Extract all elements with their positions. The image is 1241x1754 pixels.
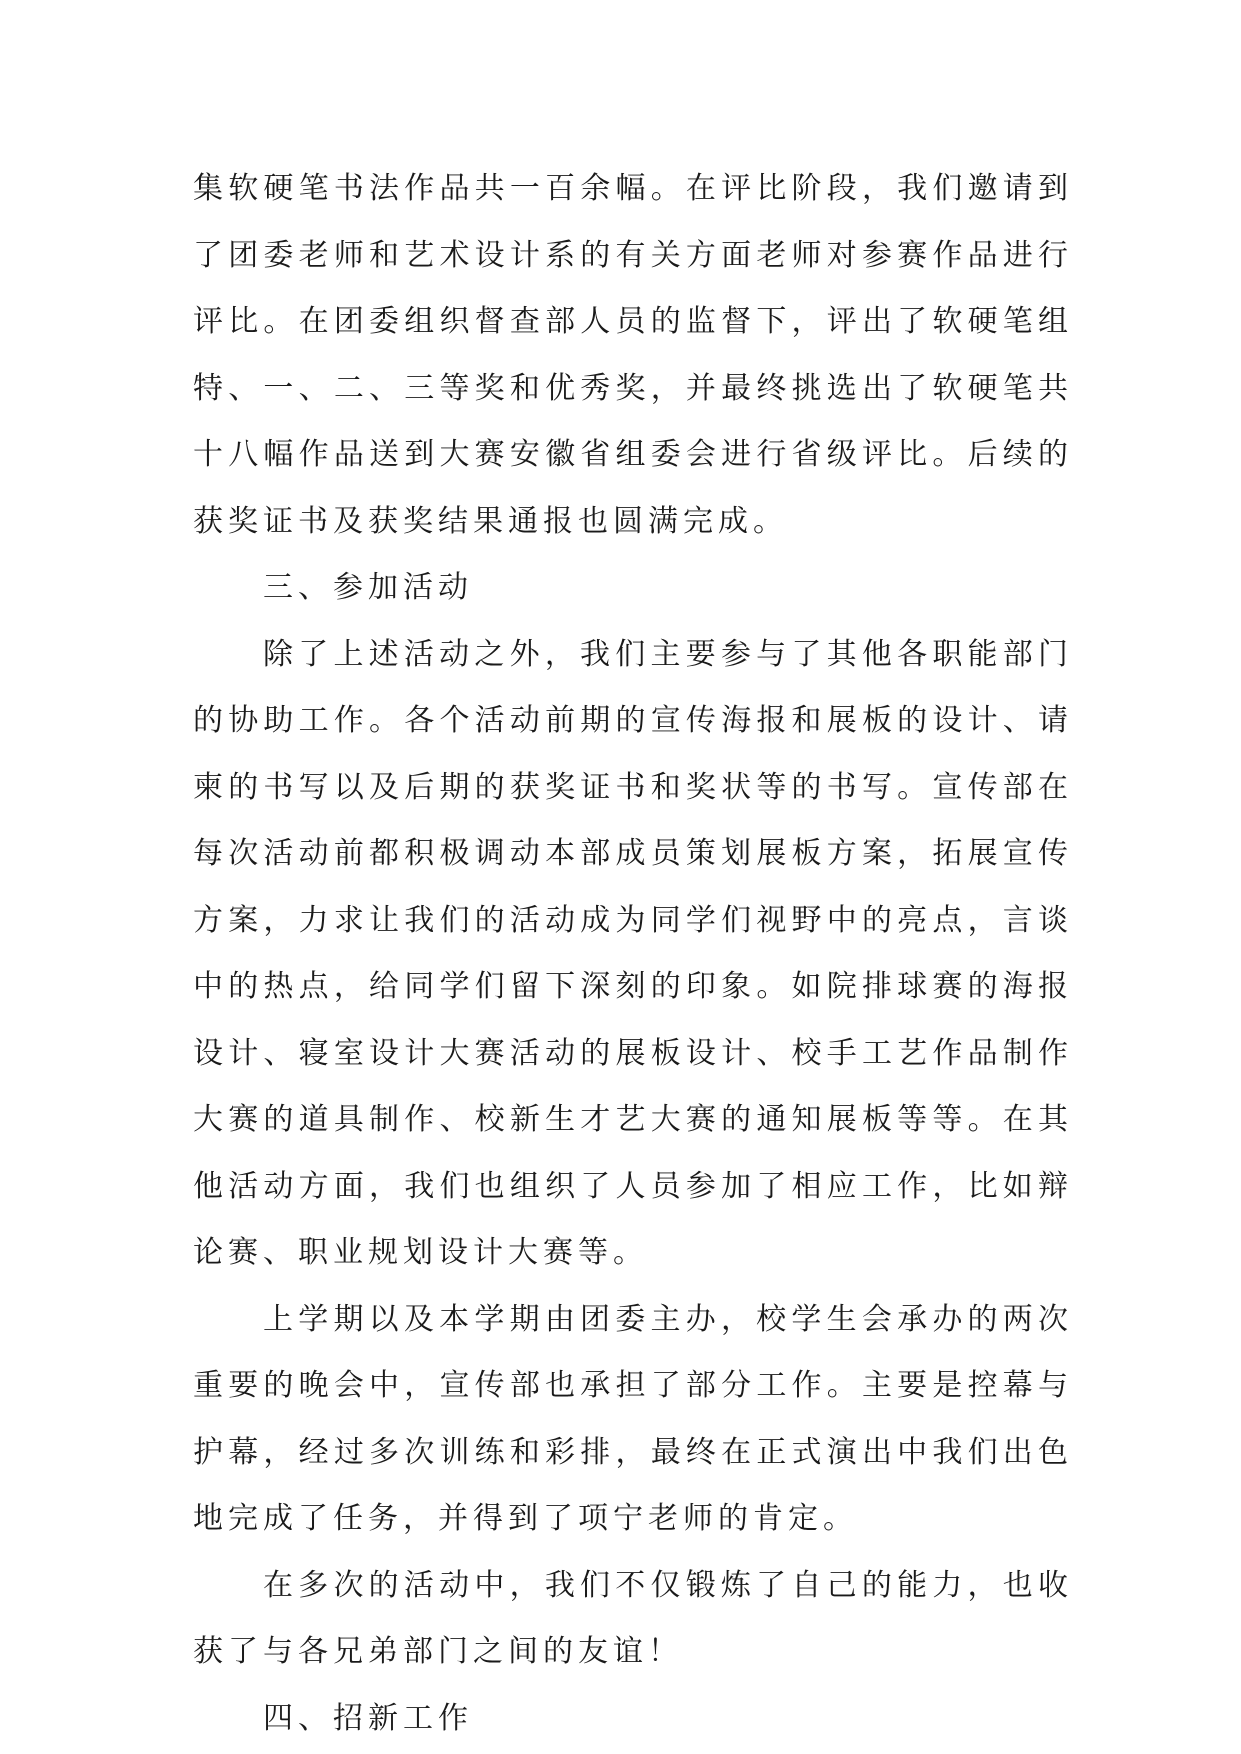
paragraph-assist-work: 除了上述活动之外，我们主要参与了其他各职能部门的协助工作。各个活动前期的宣传海报和展板的设计、请柬的书写以及后期的获奖证书和奖状等的书写。宣传部在每次活动前都积极调动本部成员策划展板方案，拓展宣传方案，力求让我们的活动成为同学们视野中的亮点，言谈中的热点，给同学们留下深刻的印象。如院排球赛的海报设计、寝室设计大赛活动的展板设计、校手工艺作品制作大赛的道具制作、校新生才艺大赛的通知展板等等。在其他活动方面，我们也组织了人员参加了相应工作，比如辩论赛、职业规划设计大赛等。 (193, 636, 1073, 1270)
section-heading-recruitment: 四、招新工作 (263, 1700, 473, 1736)
paragraph-calligraphy-results: 集软硬笔书法作品共一百余幅。在评比阶段，我们邀请到了团委老师和艺术设计系的有关方面老师对参赛作品进行评比。在团委组织督查部人员的监督下，评出了软硬笔组特、一、二、三等奖和优秀奖，并最终挑选出了软硬笔共十八幅作品送到大赛安徽省组委会进行省级评比。后续的获奖证书及获奖结果通报也圆满完成。 (193, 171, 1073, 539)
paragraph-evening-gala: 上学期以及本学期由团委主办，校学生会承办的两次重要的晚会中，宣传部也承担了部分工作。主要是控幕与护幕，经过多次训练和彩排，最终在正式演出中我们出色地完成了任务，并得到了项宁老师的肯定。 (193, 1301, 1073, 1536)
paragraph-friendship: 在多次的活动中，我们不仅锻炼了自己的能力，也收获了与各兄弟部门之间的友谊！ (193, 1567, 1073, 1669)
document-body (193, 156, 1073, 1752)
section-heading-activities: 三、参加活动 (263, 570, 473, 605)
